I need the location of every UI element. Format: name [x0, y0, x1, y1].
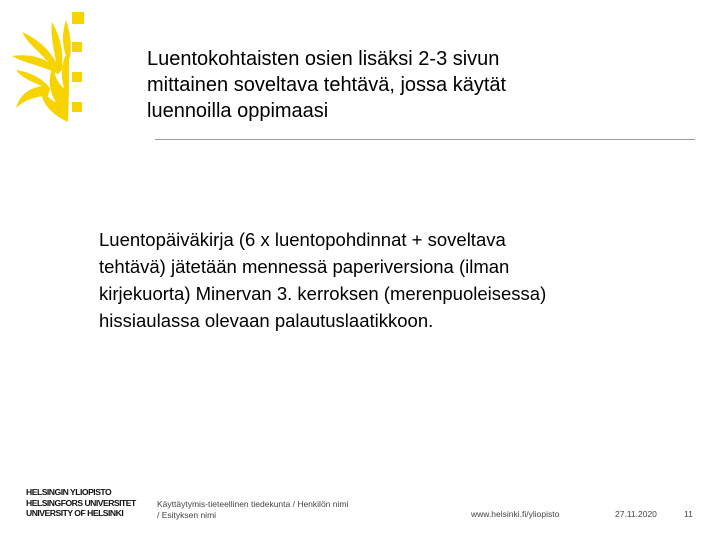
page-number: 11	[684, 509, 693, 519]
body-line: tehtävä) jätetään mennessä paperiversiona (ilman	[99, 256, 510, 277]
university-name	[26, 487, 136, 519]
title-line: mittainen soveltava tehtävä, jossa käytät	[147, 74, 507, 96]
footer-department-line: Käyttäytymis-tieteellinen tiedekunta / Henkilön nimi	[157, 499, 349, 509]
university-name-line: HELSINGIN YLIOPISTO	[26, 487, 112, 497]
body-line: Luentopäiväkirja (6 x luentopohdinnat + soveltava	[99, 229, 506, 250]
footer-department	[157, 499, 348, 520]
university-name-line: UNIVERSITY OF HELSINKI	[26, 508, 124, 518]
university-name-line: HELSINGFORS UNIVERSITET	[26, 497, 136, 508]
title-line: luennoilla oppimaasi	[147, 100, 329, 122]
body-line: kirjekuorta) Minervan 3. kerroksen (merenpuoleisessa)	[99, 283, 547, 304]
body-line: hissiaulassa olevaan palautuslaatikkoon.	[99, 310, 434, 331]
slide-title	[147, 46, 687, 124]
footer-department-line: / Esityksen nimi	[157, 509, 217, 520]
university-flame-logo-icon	[8, 4, 100, 132]
footer-date: 27.11.2020	[615, 509, 657, 519]
title-line: Luentokohtaisten osien lisäksi 2-3 sivun	[147, 48, 500, 70]
footer-url: www.helsinki.fi/yliopisto	[471, 509, 560, 519]
slide-body-text	[99, 226, 699, 334]
title-divider	[155, 139, 695, 140]
